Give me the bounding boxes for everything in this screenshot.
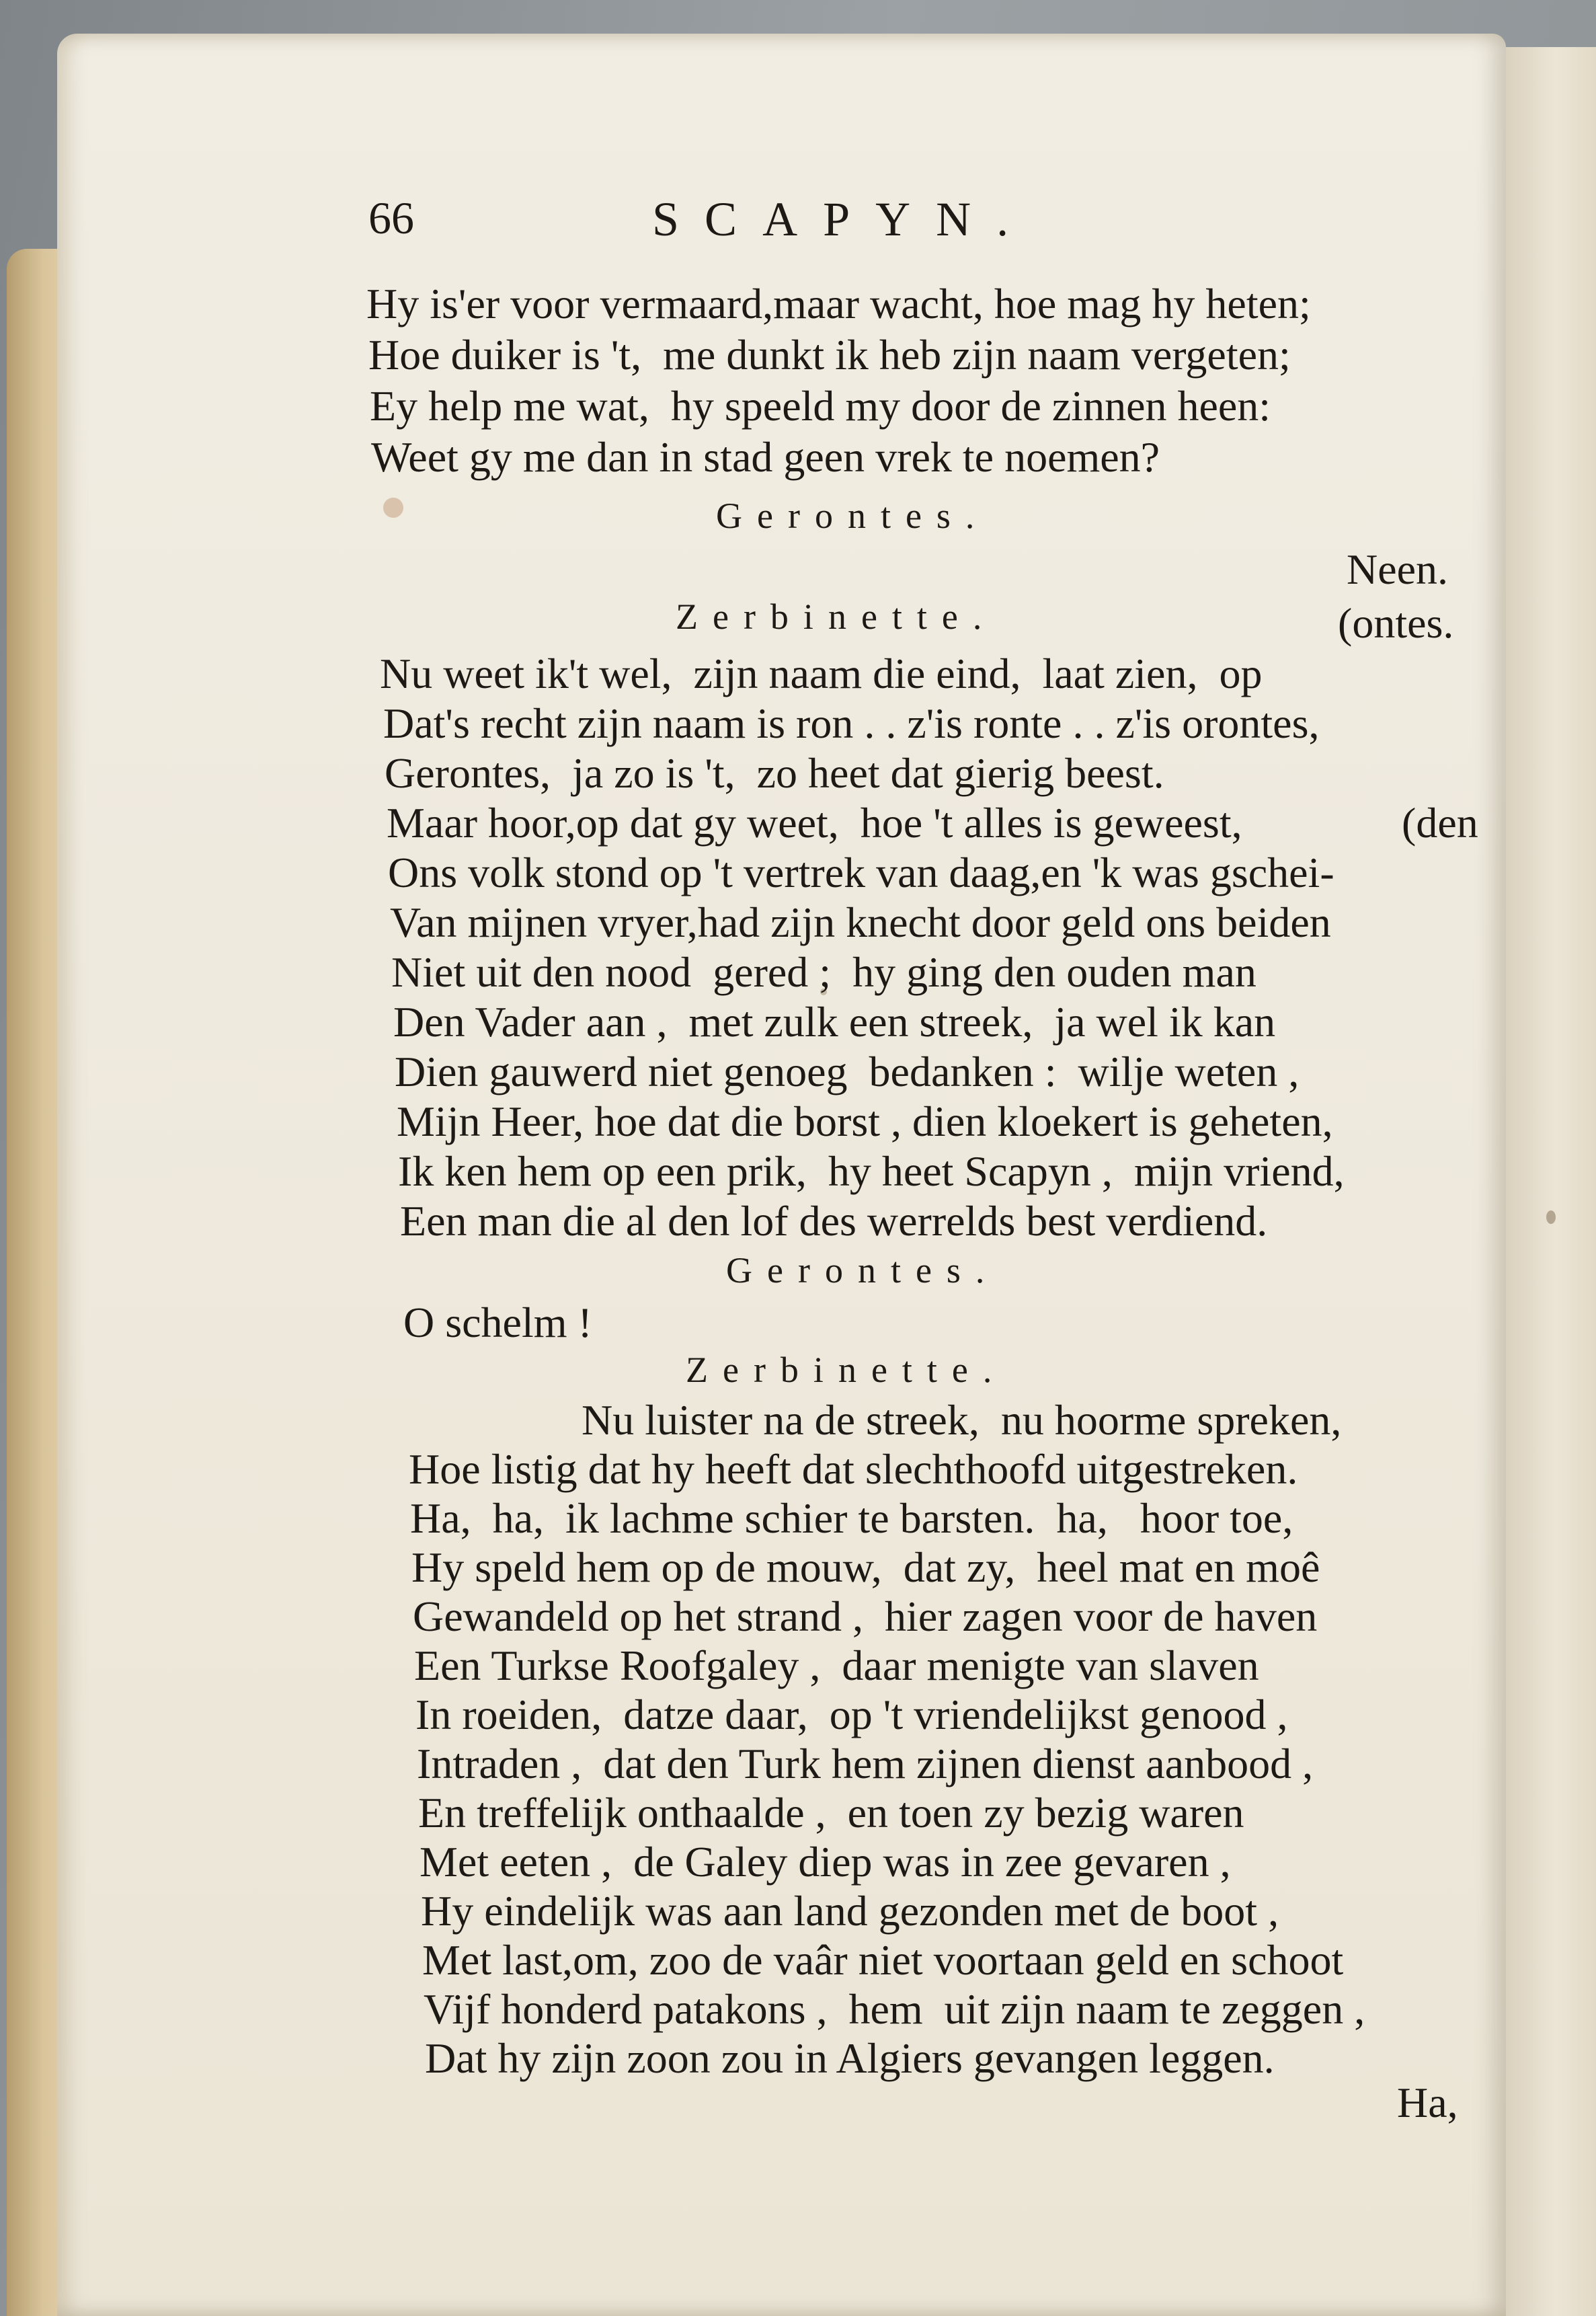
verse-line: Intraden , dat den Turk hem zijnen dienst aanbood , xyxy=(417,1740,1314,1787)
verse-line: Maar hoor,op dat gy weet, hoe 't alles is geweest, xyxy=(387,799,1242,847)
verse-line: Neen. xyxy=(1347,545,1449,593)
verse-line: Hoe listig dat hy heeft dat slechthoofd uitgestreken. xyxy=(409,1445,1298,1493)
verse-line: Vijf honderd patakons , hem uit zijn naam te zeggen , xyxy=(424,1985,1365,2033)
verse-line: Hy is'er voor vermaard,maar wacht, hoe mag hy heten; xyxy=(366,280,1311,327)
verse-line: Van mijnen vryer,had zijn knecht door geld ons beiden xyxy=(390,898,1331,946)
speaker-name: Zerbinette. xyxy=(686,1350,1007,1390)
verse-line: Hy eindelijk was aan land gezonden met de boot , xyxy=(421,1887,1279,1935)
verse-line: O schelm ! xyxy=(403,1299,592,1346)
turnover-text: (den xyxy=(1402,799,1478,847)
verse-line: Ha, ha, ik lachme schier te barsten. ha, hoor toe, xyxy=(410,1494,1293,1542)
verse-line: Hy speld hem op de mouw, dat zy, heel mat en moê xyxy=(411,1543,1320,1591)
verse-line: Dien gauwerd niet genoeg bedanken : wilje weten , xyxy=(395,1048,1300,1095)
turnover-text: (ontes. xyxy=(1338,599,1454,647)
foxing-spot xyxy=(383,498,403,518)
verse-line: Nu luister na de streek, nu hoorme spreken, xyxy=(582,1396,1342,1444)
verse-line: Een man die al den lof des werrelds best verdiend. xyxy=(400,1197,1268,1245)
verse-line: Ons volk stond op 't vertrek van daag,en 'k was gschei- xyxy=(388,849,1334,896)
page-number: 66 xyxy=(368,192,414,243)
verse-line: Mijn Heer, hoe dat die borst , dien kloekert is geheten, xyxy=(397,1097,1333,1145)
verse-line: Den Vader aan , met zulk een streek, ja wel ik kan xyxy=(393,998,1276,1046)
speaker-name: Gerontes. xyxy=(726,1250,1000,1290)
verse-line: En treffelijk onthaalde , en toen zy bezig waren xyxy=(418,1789,1244,1837)
verse-line: Nu weet ik't wel, zijn naam die eind, laat zien, op xyxy=(380,650,1263,697)
verse-line: Niet uit den nood gered ; hy ging den ouden man xyxy=(391,948,1256,996)
verse-line: Gerontes, ja zo is 't, zo heet dat gierig beest. xyxy=(385,749,1164,797)
verse-line: Dat hy zijn zoon zou in Algiers gevangen leggen. xyxy=(425,2034,1275,2082)
verse-line: In roeiden, datze daar, op 't vriendelijkst genood , xyxy=(415,1691,1288,1738)
verse-line: Ik ken hem op een prik, hy heet Scapyn , mijn vriend, xyxy=(398,1147,1345,1195)
facing-page-edge xyxy=(1493,47,1596,2316)
verse-line: Weet gy me dan in stad geen vrek te noemen? xyxy=(371,433,1160,481)
verse-line: Een Turkse Roofgaley , daar menigte van slaven xyxy=(414,1642,1259,1689)
foxing-spot xyxy=(1546,1210,1556,1224)
speaker-name: Zerbinette. xyxy=(676,596,997,637)
catchword: Ha, xyxy=(1397,2079,1458,2126)
verse-line: Met eeten , de Galey diep was in zee gevaren , xyxy=(420,1838,1231,1886)
verse-line: Hoe duiker is 't, me dunkt ik heb zijn naam vergeten; xyxy=(368,331,1291,379)
verse-line: Gewandeld op het strand , hier zagen voor de haven xyxy=(413,1592,1318,1640)
speaker-name: Gerontes. xyxy=(716,496,990,536)
running-title: SCAPYN. xyxy=(652,192,1035,246)
verse-line: Dat's recht zijn naam is ron . . z'is ronte . . z'is orontes, xyxy=(383,699,1320,747)
verse-line: Ey help me wat, hy speeld my door de zinnen heen: xyxy=(370,382,1271,430)
verse-line: Met last,om, zoo de vaâr niet voortaan geld en schoot xyxy=(422,1936,1344,1984)
